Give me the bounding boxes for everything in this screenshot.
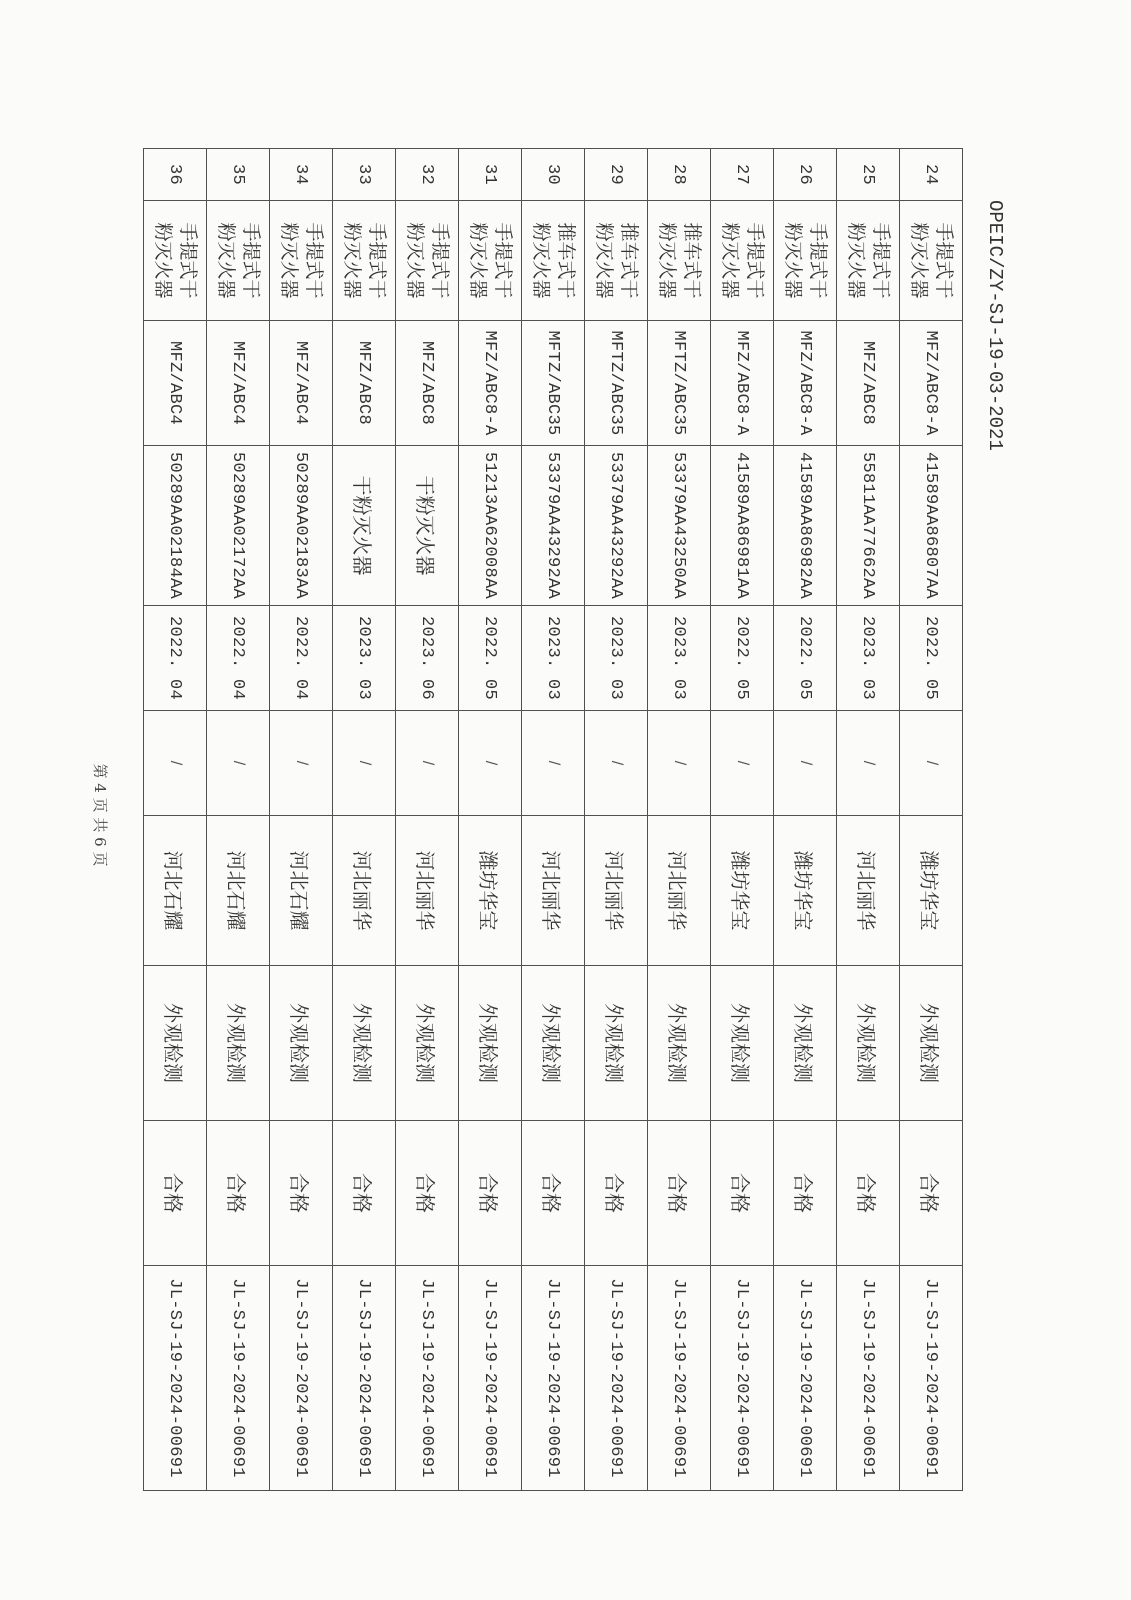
- table-row: [270, 149, 333, 1491]
- equipment-name-line2: 粉灭火器: [908, 222, 930, 299]
- manufacturer-cell: 河北丽华: [333, 816, 396, 966]
- equipment-name-line2: 粉灭火器: [278, 222, 300, 299]
- result-cell: 合格: [207, 1121, 270, 1266]
- serial-cell: 50289AA02183AA: [270, 446, 333, 606]
- table-row: [837, 149, 900, 1491]
- row-number: 36: [144, 149, 207, 201]
- inspection-table: [143, 148, 963, 1491]
- inspection-cell: 外观检测: [522, 966, 585, 1121]
- model-cell: MFZ/ABC4: [207, 321, 270, 446]
- serial-cell: 50289AA02184AA: [144, 446, 207, 606]
- serial-cell: 50289AA02172AA: [207, 446, 270, 606]
- result-cell: 合格: [585, 1121, 648, 1266]
- row-number: 25: [837, 149, 900, 201]
- equipment-name-line1: 手提式干: [492, 222, 514, 299]
- serial-cell: 53379AA43250AA: [648, 446, 711, 606]
- equipment-name-cell: [270, 201, 333, 321]
- equipment-name-line2: 粉灭火器: [845, 222, 867, 299]
- extra-cell: /: [144, 711, 207, 816]
- row-number: 30: [522, 149, 585, 201]
- manufacturer-cell: 潍坊华宝: [711, 816, 774, 966]
- result-cell: 合格: [774, 1121, 837, 1266]
- extra-cell: /: [459, 711, 522, 816]
- equipment-name-cell: [522, 201, 585, 321]
- table-row: [585, 149, 648, 1491]
- table-row: [900, 149, 963, 1491]
- extra-cell: /: [207, 711, 270, 816]
- model-cell: MFZ/ABC8: [396, 321, 459, 446]
- date-cell: 2022. 05: [900, 606, 963, 711]
- inspection-cell: 外观检测: [396, 966, 459, 1121]
- date-cell: 2023. 03: [585, 606, 648, 711]
- result-cell: 合格: [270, 1121, 333, 1266]
- equipment-name-cell: [774, 201, 837, 321]
- record-cell: JL-SJ-19-2024-00691: [900, 1266, 963, 1491]
- inspection-cell: 外观检测: [207, 966, 270, 1121]
- date-cell: 2023. 03: [648, 606, 711, 711]
- model-cell: MFZ/ABC8: [837, 321, 900, 446]
- equipment-name-line2: 粉灭火器: [404, 222, 426, 299]
- extra-cell: /: [396, 711, 459, 816]
- model-cell: MFTZ/ABC35: [585, 321, 648, 446]
- table-row: [648, 149, 711, 1491]
- result-cell: 合格: [459, 1121, 522, 1266]
- record-cell: JL-SJ-19-2024-00691: [207, 1266, 270, 1491]
- equipment-name-line2: 粉灭火器: [152, 222, 174, 299]
- row-number: 32: [396, 149, 459, 201]
- result-cell: 合格: [900, 1121, 963, 1266]
- extra-cell: /: [900, 711, 963, 816]
- serial-cell: 53379AA43292AA: [522, 446, 585, 606]
- row-number: 28: [648, 149, 711, 201]
- table-row: [144, 149, 207, 1491]
- equipment-name-line2: 粉灭火器: [719, 222, 741, 299]
- equipment-name-line1: 手提式干: [303, 222, 325, 299]
- manufacturer-cell: 河北丽华: [837, 816, 900, 966]
- equipment-name-line1: 手提式干: [870, 222, 892, 299]
- extra-cell: /: [837, 711, 900, 816]
- extra-cell: /: [585, 711, 648, 816]
- record-cell: JL-SJ-19-2024-00691: [333, 1266, 396, 1491]
- date-cell: 2022. 05: [459, 606, 522, 711]
- manufacturer-cell: 河北丽华: [522, 816, 585, 966]
- serial-cell: 53379AA43292AA: [585, 446, 648, 606]
- equipment-name-line2: 粉灭火器: [341, 222, 363, 299]
- equipment-name-line1: 手提式干: [933, 222, 955, 299]
- inspection-cell: 外观检测: [270, 966, 333, 1121]
- inspection-cell: 外观检测: [459, 966, 522, 1121]
- serial-cell: 41589AA86981AA: [711, 446, 774, 606]
- serial-cell: 干粉灭火器: [396, 446, 459, 606]
- equipment-name-cell: [333, 201, 396, 321]
- inspection-cell: 外观检测: [837, 966, 900, 1121]
- manufacturer-cell: 潍坊华宝: [459, 816, 522, 966]
- manufacturer-cell: 潍坊华宝: [900, 816, 963, 966]
- table-row: [207, 149, 270, 1491]
- manufacturer-cell: 潍坊华宝: [774, 816, 837, 966]
- equipment-name-line1: 手提式干: [240, 222, 262, 299]
- serial-cell: 41589AA86982AA: [774, 446, 837, 606]
- row-number: 27: [711, 149, 774, 201]
- equipment-name-line2: 粉灭火器: [467, 222, 489, 299]
- model-cell: MFZ/ABC8: [333, 321, 396, 446]
- equipment-name-line2: 粉灭火器: [593, 222, 615, 299]
- record-cell: JL-SJ-19-2024-00691: [522, 1266, 585, 1491]
- inspection-cell: 外观检测: [648, 966, 711, 1121]
- equipment-name-line1: 推车式干: [681, 222, 703, 299]
- equipment-name-line2: 粉灭火器: [656, 222, 678, 299]
- document-code: OPEIC/ZY-SJ-19-03-2021: [984, 200, 1006, 451]
- equipment-name-line1: 手提式干: [366, 222, 388, 299]
- manufacturer-cell: 河北石耀: [207, 816, 270, 966]
- extra-cell: /: [270, 711, 333, 816]
- table-row: [396, 149, 459, 1491]
- manufacturer-cell: 河北丽华: [648, 816, 711, 966]
- model-cell: MFZ/ABC8-A: [711, 321, 774, 446]
- date-cell: 2022. 04: [207, 606, 270, 711]
- result-cell: 合格: [711, 1121, 774, 1266]
- record-cell: JL-SJ-19-2024-00691: [585, 1266, 648, 1491]
- table-row: [459, 149, 522, 1491]
- record-cell: JL-SJ-19-2024-00691: [711, 1266, 774, 1491]
- equipment-name-cell: [459, 201, 522, 321]
- result-cell: 合格: [396, 1121, 459, 1266]
- model-cell: MFZ/ABC4: [144, 321, 207, 446]
- result-cell: 合格: [837, 1121, 900, 1266]
- manufacturer-cell: 河北丽华: [396, 816, 459, 966]
- date-cell: 2023. 03: [837, 606, 900, 711]
- manufacturer-cell: 河北石耀: [144, 816, 207, 966]
- equipment-name-line2: 粉灭火器: [782, 222, 804, 299]
- model-cell: MFZ/ABC8-A: [774, 321, 837, 446]
- equipment-name-cell: [837, 201, 900, 321]
- result-cell: 合格: [648, 1121, 711, 1266]
- table-row: [711, 149, 774, 1491]
- model-cell: MFTZ/ABC35: [648, 321, 711, 446]
- extra-cell: /: [522, 711, 585, 816]
- equipment-name-line1: 手提式干: [429, 222, 451, 299]
- record-cell: JL-SJ-19-2024-00691: [459, 1266, 522, 1491]
- inspection-cell: 外观检测: [333, 966, 396, 1121]
- serial-cell: 41589AA86807AA: [900, 446, 963, 606]
- table-row: [333, 149, 396, 1491]
- model-cell: MFZ/ABC8-A: [459, 321, 522, 446]
- equipment-name-line1: 手提式干: [177, 222, 199, 299]
- date-cell: 2022. 05: [774, 606, 837, 711]
- extra-cell: /: [648, 711, 711, 816]
- equipment-name-line1: 推车式干: [555, 222, 577, 299]
- equipment-name-line1: 推车式干: [618, 222, 640, 299]
- result-cell: 合格: [144, 1121, 207, 1266]
- equipment-name-cell: [900, 201, 963, 321]
- date-cell: 2022. 04: [270, 606, 333, 711]
- inspection-cell: 外观检测: [585, 966, 648, 1121]
- record-cell: JL-SJ-19-2024-00691: [774, 1266, 837, 1491]
- row-number: 34: [270, 149, 333, 201]
- model-cell: MFTZ/ABC35: [522, 321, 585, 446]
- record-cell: JL-SJ-19-2024-00691: [270, 1266, 333, 1491]
- inspection-cell: 外观检测: [900, 966, 963, 1121]
- equipment-name-line1: 手提式干: [744, 222, 766, 299]
- result-cell: 合格: [522, 1121, 585, 1266]
- model-cell: MFZ/ABC8-A: [900, 321, 963, 446]
- page-number-footer: 第 4 页 共 6 页: [91, 763, 109, 867]
- serial-cell: 干粉灭火器: [333, 446, 396, 606]
- date-cell: 2023. 03: [522, 606, 585, 711]
- row-number: 35: [207, 149, 270, 201]
- inspection-cell: 外观检测: [144, 966, 207, 1121]
- serial-cell: 51213AA62008AA: [459, 446, 522, 606]
- extra-cell: /: [774, 711, 837, 816]
- date-cell: 2022. 05: [711, 606, 774, 711]
- record-cell: JL-SJ-19-2024-00691: [396, 1266, 459, 1491]
- date-cell: 2023. 06: [396, 606, 459, 711]
- inspection-cell: 外观检测: [711, 966, 774, 1121]
- equipment-name-line2: 粉灭火器: [215, 222, 237, 299]
- date-cell: 2022. 04: [144, 606, 207, 711]
- date-cell: 2023. 03: [333, 606, 396, 711]
- row-number: 33: [333, 149, 396, 201]
- equipment-name-line1: 手提式干: [807, 222, 829, 299]
- equipment-name-cell: [396, 201, 459, 321]
- row-number: 31: [459, 149, 522, 201]
- extra-cell: /: [711, 711, 774, 816]
- model-cell: MFZ/ABC4: [270, 321, 333, 446]
- inspection-cell: 外观检测: [774, 966, 837, 1121]
- equipment-name-cell: [585, 201, 648, 321]
- serial-cell: 55811AA77662AA: [837, 446, 900, 606]
- equipment-name-cell: [711, 201, 774, 321]
- table-row: [522, 149, 585, 1491]
- manufacturer-cell: 河北丽华: [585, 816, 648, 966]
- equipment-name-cell: [144, 201, 207, 321]
- equipment-name-cell: [648, 201, 711, 321]
- equipment-name-cell: [207, 201, 270, 321]
- record-cell: JL-SJ-19-2024-00691: [837, 1266, 900, 1491]
- row-number: 26: [774, 149, 837, 201]
- manufacturer-cell: 河北石耀: [270, 816, 333, 966]
- result-cell: 合格: [333, 1121, 396, 1266]
- row-number: 29: [585, 149, 648, 201]
- row-number: 24: [900, 149, 963, 201]
- table-row: [774, 149, 837, 1491]
- extra-cell: /: [333, 711, 396, 816]
- record-cell: JL-SJ-19-2024-00691: [144, 1266, 207, 1491]
- equipment-name-line2: 粉灭火器: [530, 222, 552, 299]
- record-cell: JL-SJ-19-2024-00691: [648, 1266, 711, 1491]
